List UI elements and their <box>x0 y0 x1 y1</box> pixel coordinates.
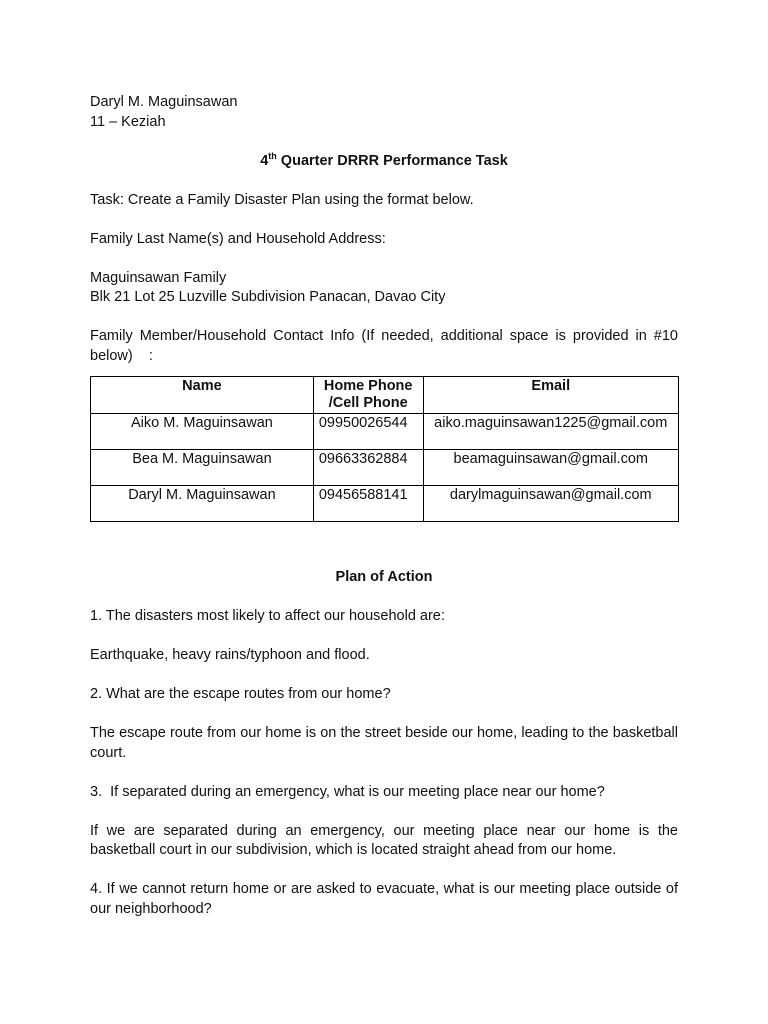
spacer <box>90 210 678 230</box>
table-row <box>91 486 679 522</box>
item-answer: If we are separated during an emergency, our meeting place near our home is the basketball court in our subdivision, which is located straight ahead from our home. <box>90 822 678 858</box>
family-name: Maguinsawan Family <box>90 269 227 286</box>
item-question: 2. What are the escape routes from our home? <box>90 686 391 702</box>
cell-name: Daryl M. Maguinsawan <box>91 486 314 522</box>
title-ordinal-suffix: th <box>268 150 277 161</box>
spacer <box>90 171 678 191</box>
spacer <box>90 763 678 783</box>
contacts-table <box>90 376 679 522</box>
item-answer: Earthquake, heavy rains/typhoon and flood. <box>90 647 370 663</box>
table-header-row <box>91 377 679 414</box>
cell-name: Aiko M. Maguinsawan <box>91 414 314 450</box>
cell-phone: 09950026544 <box>313 414 423 450</box>
spacer <box>90 861 678 881</box>
table-row <box>91 414 679 450</box>
plan-heading: Plan of Action <box>335 569 433 585</box>
table-row <box>91 450 679 486</box>
cell-phone: 09663362884 <box>313 450 423 486</box>
item-question: 1. The disasters most likely to affect our household are: <box>90 608 445 624</box>
spacer <box>90 308 678 328</box>
document-page <box>90 93 683 919</box>
address-label: Family Last Name(s) and Household Address: <box>90 230 386 247</box>
student-section: 11 – Keziah <box>90 113 166 130</box>
spacer <box>90 705 678 725</box>
header-phone-line2: /Cell Phone <box>328 395 408 411</box>
header-phone-line1: Home Phone <box>323 378 413 394</box>
cell-name: Bea M. Maguinsawan <box>91 450 314 486</box>
item-answer: The escape route from our home is on the street beside our home, leading to the basketball court. <box>90 725 678 761</box>
spacer <box>90 132 678 152</box>
cell-email: beamaguinsawan@gmail.com <box>423 450 679 486</box>
spacer <box>90 666 678 686</box>
header-phone <box>313 377 423 414</box>
household-address: Blk 21 Lot 25 Luzville Subdivision Panacan, Davao City <box>90 289 446 305</box>
header-name: Name <box>91 377 314 414</box>
item-question: 4. If we cannot return home or are asked to evacuate, what is our meeting place outside of our neighborhood? <box>90 881 678 917</box>
title-ordinal: 4 <box>260 152 269 169</box>
spacer <box>90 249 678 269</box>
contact-info-label: Family Member/Household Contact Info (If needed, additional space is provided in #10 below) : <box>90 328 683 364</box>
document-title <box>90 152 678 172</box>
cell-phone: 09456588141 <box>313 486 423 522</box>
task-line: Task: Create a Family Disaster Plan using the format below. <box>90 191 474 208</box>
item-question: 3. If separated during an emergency, what is our meeting place near our home? <box>90 783 605 800</box>
header-email: Email <box>423 377 679 414</box>
student-name: Daryl M. Maguinsawan <box>90 94 238 110</box>
spacer <box>90 588 678 608</box>
title-rest: Quarter DRRR Performance Task <box>276 152 508 169</box>
spacer <box>90 522 678 568</box>
spacer <box>90 802 678 822</box>
spacer <box>90 627 678 647</box>
cell-email: darylmaguinsawan@gmail.com <box>423 486 679 522</box>
cell-email: aiko.maguinsawan1225@gmail.com <box>423 414 679 450</box>
